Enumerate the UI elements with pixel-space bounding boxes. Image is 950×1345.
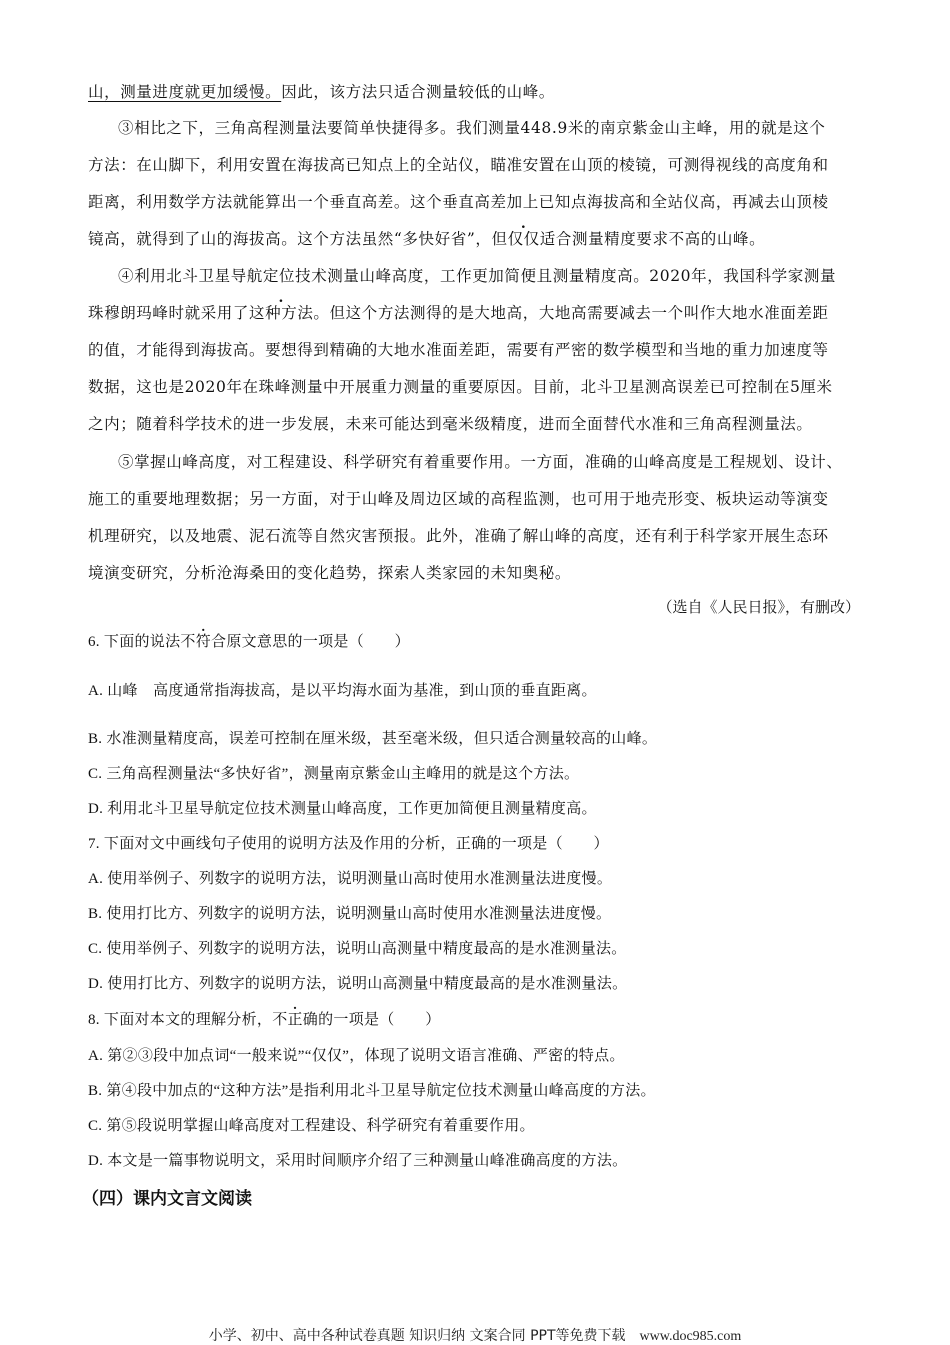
option-7b: B. 使用打比方、列数字的说明方法，说明测量山高时使用水准测量法进度慢。 (88, 906, 612, 922)
paragraph-4-line: ④利用北斗卫星导航定位技术测量山峰高度，工作更加简便且测量精度高。2020年，我国科学家测量 (118, 267, 837, 285)
emphasis-dotted-word: 这种方法 (249, 304, 314, 322)
emphasis-dotted-word: 仅仅 (507, 230, 540, 248)
option-7a: A. 使用举例子、列数字的说明方法，说明测量山高时使用水准测量法进度慢。 (88, 871, 613, 887)
passage-line: 山，测量进度就更加缓慢。因此，该方法只适合测量较低的山峰。 (88, 83, 555, 101)
paragraph-4-line: 数据，这也是2020年在珠峰测量中开展重力测量的重要原因。目前，北斗卫星测高误差已可控制在5厘米 (88, 378, 833, 396)
source-citation: （选自《人民日报》，有删改） (657, 598, 860, 616)
option-8d: D. 本文是一篇事物说明文，采用时间顺序介绍了三种测量山峰准确高度的方法。 (88, 1153, 628, 1169)
underlined-sentence: 山，测量进度就更加缓慢。 (88, 83, 282, 101)
paragraph-4-line: 珠穆朗玛峰时就采用了这种方法。但这个方法测得的是大地高，大地高需要减去一个叫作大地水准面差距 (88, 304, 829, 322)
option-8c: C. 第⑤段说明掌握山峰高度对工程建设、科学研究有着重要作用。 (88, 1118, 535, 1134)
paragraph-5-line: 境演变研究，分析沧海桑田的变化趋势，探索人类家园的未知奥秘。 (88, 564, 572, 582)
option-7d: D. 使用打比方、列数字的说明方法，说明山高测量中精度最高的是水准测量法。 (88, 976, 628, 992)
option-6a: A. 山峰 高度通常指海拔高，是以平均海水面为基准，到山顶的垂直距离。 (88, 683, 597, 699)
paragraph-3-line: 距离，利用数学方法就能算出一个垂直高差。这个垂直高差加上已知点海拔高和全站仪高，再减去山顶棱 (88, 193, 829, 211)
paragraph-5-line: 施工的重要地理数据；另一方面，对于山峰及周边区域的高程监测，也可用于地壳形变、板块运动等演变 (88, 490, 829, 508)
paragraph-4-line: 的值，才能得到海拔高。要想得到精确的大地水准面差距，需要有严密的数学模型和当地的重力加速度等 (88, 341, 829, 359)
footer-link[interactable]: www.doc985.com (639, 1329, 742, 1344)
option-6c: C. 三角高程测量法“多快好省”，测量南京紫金山主峰用的就是这个方法。 (88, 766, 580, 782)
emphasis-dotted-word: 不符合 (180, 634, 227, 650)
paragraph-5-line: ⑤掌握山峰高度，对工程建设、科学研究有着重要作用。一方面，准确的山峰高度是工程规划、设计、 (118, 453, 843, 471)
question-8: 8. 下面对本文的理解分析，不正确的一项是（ ） (88, 1012, 441, 1028)
paragraph-3-line: 镜高，就得到了山的海拔高。这个方法虽然“多快好省”，但仅仅适合测量精度要求不高的山峰。 (88, 230, 766, 248)
paragraph-3-line: ③相比之下，三角高程测量法要简单快捷得多。我们测量448.9米的南京紫金山主峰，用的就是这个 (118, 119, 826, 137)
question-6: 6. 下面的说法不符合原文意思的一项是（ ） (88, 634, 410, 650)
paragraph-3-line: 方法：在山脚下，利用安置在海拔高已知点上的全站仪，瞄准安置在山顶的棱镜，可测得视线的高度角和 (88, 156, 829, 174)
paragraph-4-line: 之内；随着科学技术的进一步发展，未来可能达到毫米级精度，进而全面替代水准和三角高程测量法。 (88, 415, 813, 433)
option-7c: C. 使用举例子、列数字的说明方法，说明山高测量中精度最高的是水准测量法。 (88, 941, 627, 957)
option-8b: B. 第④段中加点的“这种方法”是指利用北斗卫星导航定位技术测量山峰高度的方法。 (88, 1083, 656, 1099)
emphasis-dotted-word: 不正确 (272, 1012, 319, 1028)
page-footer (0, 1325, 950, 1345)
section-title: （四）课内文言文阅读 (82, 1189, 252, 1209)
paragraph-5-line: 机理研究，以及地震、泥石流等自然灾害预报。此外，准确了解山峰的高度，还有利于科学家开展生态环 (88, 527, 829, 545)
option-8a: A. 第②③段中加点词“一般来说”“仅仅”，体现了说明文语言准确、严密的特点。 (88, 1048, 625, 1064)
option-6d: D. 利用北斗卫星导航定位技术测量山峰高度，工作更加简便且测量精度高。 (88, 801, 597, 817)
option-6b: B. 水准测量精度高，误差可控制在厘米级，甚至毫米级，但只适合测量较高的山峰。 (88, 731, 658, 747)
question-7: 7. 下面对文中画线句子使用的说明方法及作用的分析，正确的一项是（ ） (88, 836, 609, 852)
footer-text: 小学、初中、高中各种试卷真题 知识归纳 文案合同 PPT等免费下载 (208, 1328, 626, 1344)
